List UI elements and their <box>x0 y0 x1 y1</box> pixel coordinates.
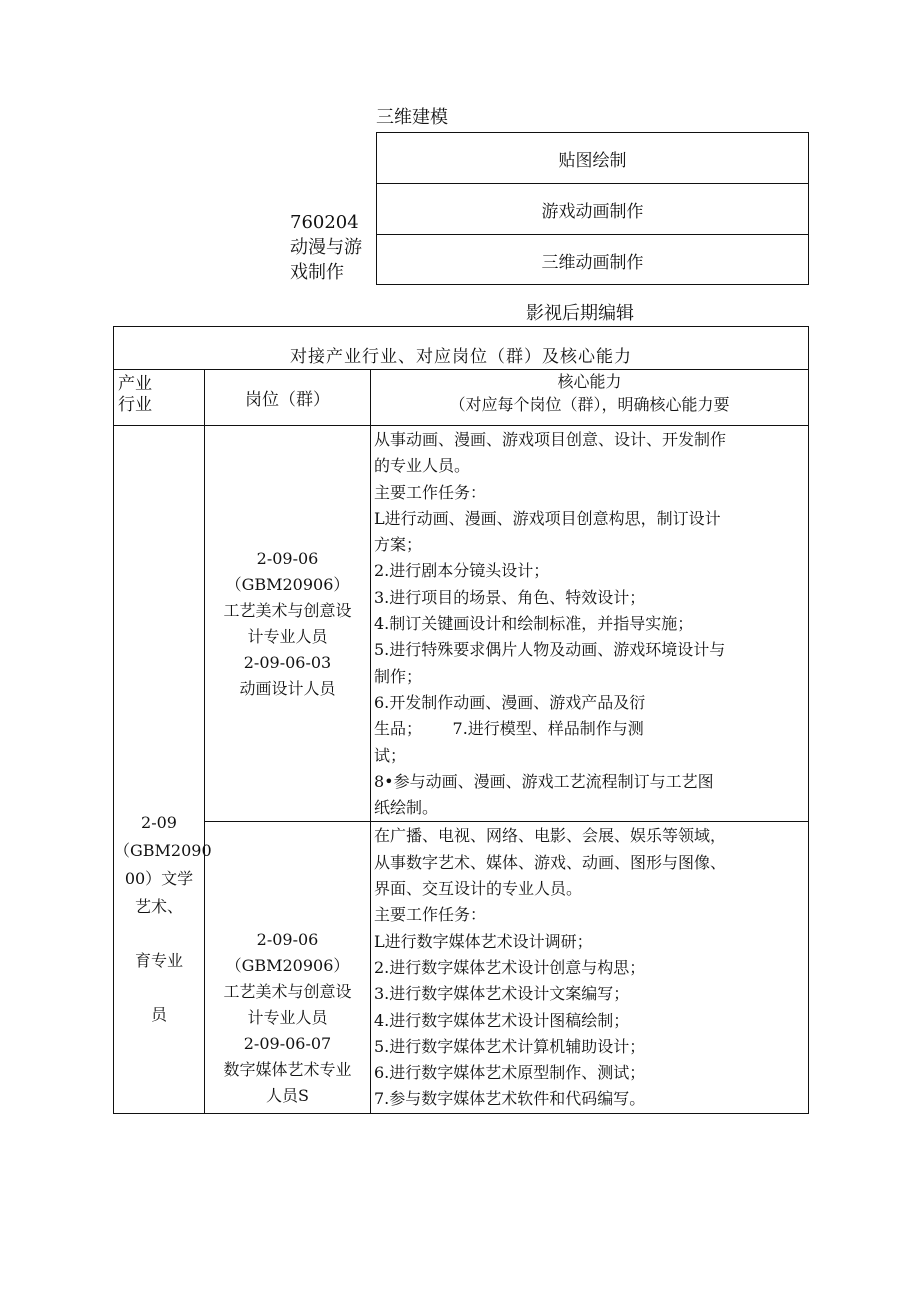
header-post: 岗位（群） <box>205 370 371 426</box>
header-industry <box>114 370 205 426</box>
table-title: 对接产业行业、对应岗位（群）及核心能力 <box>114 327 809 370</box>
post-cell <box>205 426 371 822</box>
major-code-label <box>290 210 376 285</box>
core-line: 5.进行数字媒体艺术计算机辅助设计； <box>374 1036 646 1056</box>
core-line: 的专业人员。 <box>374 456 471 476</box>
major-code: 760204 <box>290 212 359 233</box>
post-line: 2-09-06 <box>256 929 319 949</box>
industry-line: 00）文学 <box>124 869 194 889</box>
header-industry-line: 行业 <box>118 395 152 415</box>
core-line: 从事动画、漫画、游戏项目创意、设计、开发制作 <box>374 430 727 449</box>
core-line: L进行动画、漫画、游戏项目创意构思，制订设计 <box>374 508 721 528</box>
header-core-line: 核心能力 <box>557 372 622 391</box>
industry-line: （GBM2090 <box>114 841 212 861</box>
industry-cell <box>114 426 212 1114</box>
core-line: 纸绘制。 <box>374 798 439 818</box>
major-name-line: 戏制作 <box>290 262 344 283</box>
industry-line: 2-09 <box>141 813 177 833</box>
core-line: 试； <box>374 745 407 765</box>
core-line: 7.参与数字媒体艺术软件和代码编写。 <box>374 1089 646 1109</box>
core-line: 界面、交互设计的专业人员。 <box>374 879 583 899</box>
post-line: 工艺美术与创意设 <box>223 981 352 1001</box>
core-line: 主要工作任务： <box>374 482 487 502</box>
post-line: 人员S <box>266 1085 309 1105</box>
industry-line: 育专业 <box>134 951 183 971</box>
core-line: 3.进行项目的场景、角色、特效设计； <box>374 587 646 607</box>
post-line: 工艺美术与创意设 <box>223 600 352 620</box>
post-line: 动画设计人员 <box>239 678 336 698</box>
post-line: （GBM20906） <box>225 574 350 594</box>
core-line: 2.进行剧本分镜头设计； <box>374 561 550 581</box>
core-line: 生品； 7.进行模型、样品制作与测 <box>374 719 644 739</box>
industry-post-ability-table <box>113 326 809 1114</box>
core-line: L进行数字媒体艺术设计调研； <box>374 931 593 951</box>
top-skills-table <box>376 132 809 285</box>
post-line: （GBM20906） <box>225 955 350 975</box>
post-line: 计专业人员 <box>247 1007 328 1027</box>
core-line: 4.制订关键画设计和绘制标准，并指导实施； <box>374 614 694 634</box>
post-line: 2-09-06-07 <box>243 1033 332 1053</box>
top-skill-row: 贴图绘制 <box>377 133 808 184</box>
post-line: 数字媒体艺术专业 <box>223 1059 352 1079</box>
post-cell <box>205 822 371 1113</box>
core-line: 6.进行数字媒体艺术原型制作、测试； <box>374 1063 646 1083</box>
core-line: 8•参与动画、漫画、游戏工艺流程制订与工艺图 <box>374 771 714 791</box>
header-industry-line: 产业 <box>118 374 152 394</box>
core-line: 在广播、电视、网络、电影、会展、娱乐等领域， <box>374 826 727 846</box>
core-line: 4.进行数字媒体艺术设计图稿绘制； <box>374 1010 630 1030</box>
core-line: 方案； <box>374 535 423 555</box>
core-line: 主要工作任务： <box>374 905 487 925</box>
core-line: 6.开发制作动画、漫画、游戏产品及衍 <box>374 692 646 712</box>
post-line: 2-09-06 <box>256 548 319 568</box>
core-line: 从事数字艺术、媒体、游戏、动画、图形与图像、 <box>374 852 727 872</box>
top-skill-row: 游戏动画制作 <box>377 184 808 235</box>
core-line: 3.进行数字媒体艺术设计文案编写； <box>374 984 630 1004</box>
header-core <box>371 370 809 426</box>
post-editing-fragment: 影视后期编辑 <box>526 303 634 324</box>
core-line: 制作； <box>374 666 423 686</box>
major-name-line: 动漫与游 <box>290 237 362 258</box>
core-line: 2.进行数字媒体艺术设计创意与构思； <box>374 957 646 977</box>
core-ability-cell <box>371 822 809 1113</box>
top-heading: 三维建模 <box>376 107 448 128</box>
core-ability-cell <box>371 426 809 822</box>
top-skill-row: 三维动画制作 <box>541 253 644 273</box>
industry-line: 艺术、 <box>134 897 183 917</box>
post-line: 2-09-06-03 <box>243 652 332 672</box>
core-line: 5.进行特殊要求偶片人物及动画、游戏环境设计与 <box>374 640 726 660</box>
post-line: 计专业人员 <box>247 626 328 646</box>
industry-line: 员 <box>150 1005 167 1025</box>
header-core-line: （对应每个岗位（群），明确核心能力要 <box>449 395 730 414</box>
